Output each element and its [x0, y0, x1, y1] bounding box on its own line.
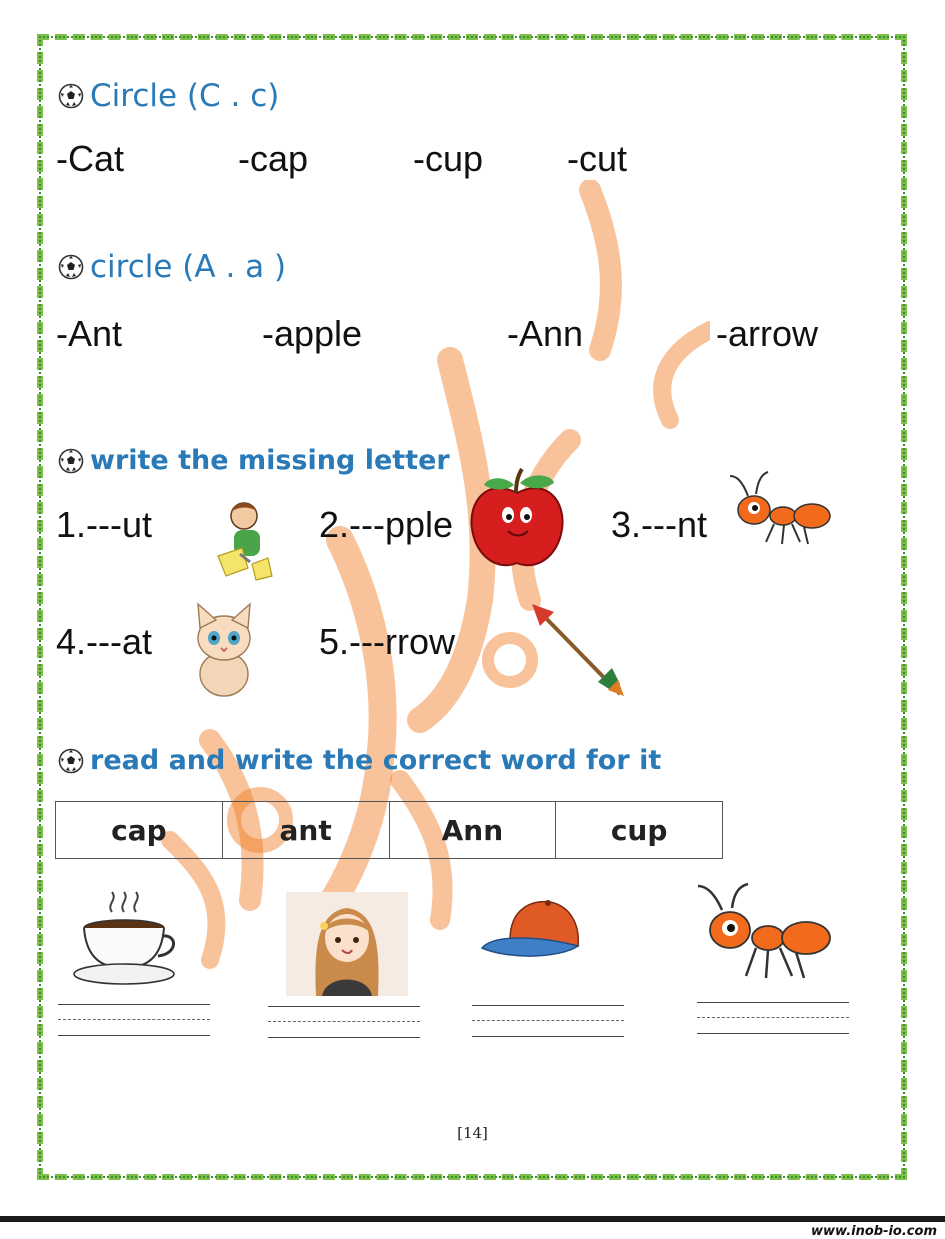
writing-lines	[472, 1005, 624, 1037]
writing-lines	[58, 1004, 210, 1036]
word-cut: -cut	[567, 138, 628, 179]
section-title-circle-a	[58, 249, 286, 285]
arrow-icon	[528, 602, 628, 700]
missing-item-3: 3.---nt	[611, 504, 708, 545]
missing-item-1: 1.---ut	[56, 504, 153, 545]
football-icon	[58, 748, 84, 774]
footer-url: www.inob-io.com	[811, 1224, 937, 1239]
word-box-cell: ant	[222, 802, 389, 859]
word-box-cell: Ann	[389, 802, 556, 859]
section-title-text: circle (A . a )	[90, 249, 287, 285]
football-icon	[58, 448, 84, 474]
boy-cutting-icon	[212, 496, 282, 582]
ant-icon	[728, 470, 834, 550]
section-title-text: write the missing letter	[90, 445, 450, 476]
apple-icon	[466, 467, 568, 573]
word-cap: -cap	[238, 138, 309, 179]
football-icon	[58, 83, 84, 109]
word-cat: -Cat	[56, 138, 125, 179]
word-box-cell: cap	[56, 802, 223, 859]
section-title-missing-letter	[58, 445, 450, 476]
word-arrow: -arrow	[716, 313, 819, 354]
football-icon	[58, 254, 84, 280]
word-ant: -Ant	[56, 313, 123, 354]
cup-icon	[72, 890, 182, 990]
word-box-table	[55, 801, 723, 859]
section-title-text: Circle (C . c)	[90, 78, 280, 114]
word-cup: -cup	[413, 138, 484, 179]
section-title-read-write	[58, 745, 661, 776]
section-title-circle-c	[58, 78, 279, 114]
word-box-cell: cup	[556, 802, 723, 859]
girl-icon	[286, 892, 408, 996]
missing-item-2: 2.---pple	[319, 504, 454, 545]
kitten-icon	[186, 600, 262, 700]
word-apple: -apple	[262, 313, 363, 354]
page-number: [14]	[457, 1124, 488, 1142]
section-title-text: read and write the correct word for it	[90, 745, 662, 776]
writing-lines	[268, 1006, 420, 1038]
missing-item-4: 4.---at	[56, 621, 153, 662]
footer-bar	[0, 1216, 945, 1222]
word-ann: -Ann	[507, 313, 584, 354]
writing-lines	[697, 1002, 849, 1034]
cap-icon	[480, 898, 584, 964]
ant-icon	[696, 880, 834, 986]
missing-item-5: 5.---rrow	[319, 621, 455, 662]
